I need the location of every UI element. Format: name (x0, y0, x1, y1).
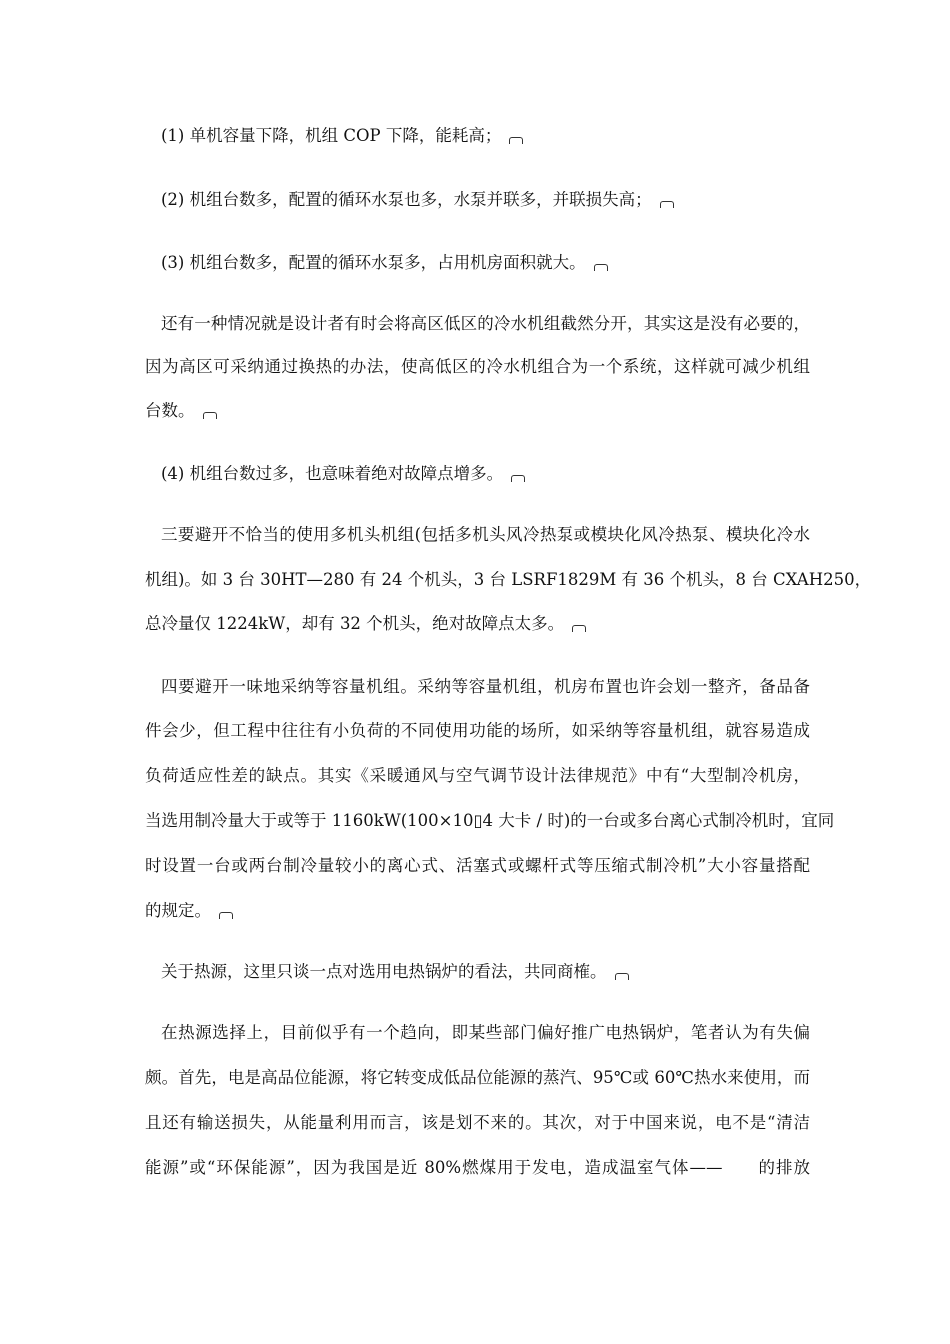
paragraph-line: 且还有输送损失，从能量利用而言，该是划不来的。其次，对于中国来说，电不是“清洁 (145, 1113, 810, 1132)
paragraph-line (161, 463, 810, 485)
paragraph-line (145, 900, 810, 922)
paragraph-line (145, 400, 810, 422)
paragraph-line: 四要避开一味地采纳等容量机组。采纳等容量机组，机房布置也许会划一整齐，备品备 (161, 677, 810, 696)
paragraph-line: 时设置一台或两台制冷量较小的离心式、活塞式或螺杆式等压缩式制冷机”大小容量搭配 (145, 856, 810, 875)
paragraph-line: 颇。首先，电是高品位能源，将它转变成低品位能源的蒸汽、95℃或 60℃热水来使用，而 (145, 1068, 810, 1087)
paragraph-line: 负荷适应性差的缺点。其实《采暖通风与空气调节设计法律规范》中有“大型制冷机房， (145, 766, 810, 785)
paragraph-mark-icon (219, 912, 233, 919)
text-run: 关于热源，这里只谈一点对选用电热锅炉的看法，共同商榷。 (161, 962, 607, 981)
paragraph-line (161, 961, 810, 983)
text-run: (3) 机组台数多，配置的循环水泵多，占用机房面积就大。 (161, 253, 586, 272)
paragraph-line: 因为高区可采纳通过换热的办法，使高低区的冷水机组合为一个系统，这样就可减少机组 (145, 357, 810, 376)
text-run: 台数。 (145, 401, 195, 420)
text-run: (2) 机组台数多，配置的循环水泵也多，水泵并联多，并联损失高； (161, 190, 652, 209)
text-run: 的规定。 (145, 901, 211, 920)
paragraph-line (161, 125, 810, 147)
text-run: 总冷量仅 1224kW，却有 32 个机头，绝对故障点太多。 (145, 614, 565, 633)
paragraph-mark-icon (615, 973, 629, 980)
text-run: (4) 机组台数过多，也意味着绝对故障点增多。 (161, 464, 504, 483)
paragraph-line: 还有一种情况就是设计者有时会将高区低区的冷水机组截然分开，其实这是没有必要的， (161, 314, 810, 333)
paragraph-mark-icon (509, 137, 523, 144)
paragraph-line (161, 189, 810, 211)
text-run: (1) 单机容量下降，机组 COP 下降，能耗高； (161, 126, 502, 145)
paragraph-line: 三要避开不恰当的使用多机头机组(包括多机头风冷热泵或模块化风冷热泵、模块化冷水 (161, 525, 810, 544)
paragraph-mark-icon (511, 475, 525, 482)
paragraph-mark-icon (203, 412, 217, 419)
paragraph-line: 当选用制冷量大于或等于 1160kW(100×10▯4 大卡 / 时)的一台或多台离心式制冷机时，宜同 (145, 811, 835, 830)
paragraph-mark-icon (660, 201, 674, 208)
paragraph-line: 在热源选择上，目前似乎有一个趋向，即某些部门偏好推广电热锅炉，笔者认为有失偏 (161, 1023, 810, 1042)
paragraph-line: 机组)。如 3 台 30HT—280 有 24 个机头，3 台 LSRF1829M 有 36 个机头，8 台 CXAH250， (145, 570, 872, 589)
paragraph-mark-icon (572, 625, 586, 632)
paragraph-line: 能源”或“环保能源”，因为我国是近 80%燃煤用于发电，造成温室气体—— 的排放 (145, 1158, 810, 1177)
paragraph-line (161, 252, 810, 274)
paragraph-line: 件会少，但工程中往往有小负荷的不同使用功能的场所，如采纳等容量机组，就容易造成 (145, 721, 810, 740)
paragraph-line (145, 613, 810, 635)
paragraph-mark-icon (594, 264, 608, 271)
